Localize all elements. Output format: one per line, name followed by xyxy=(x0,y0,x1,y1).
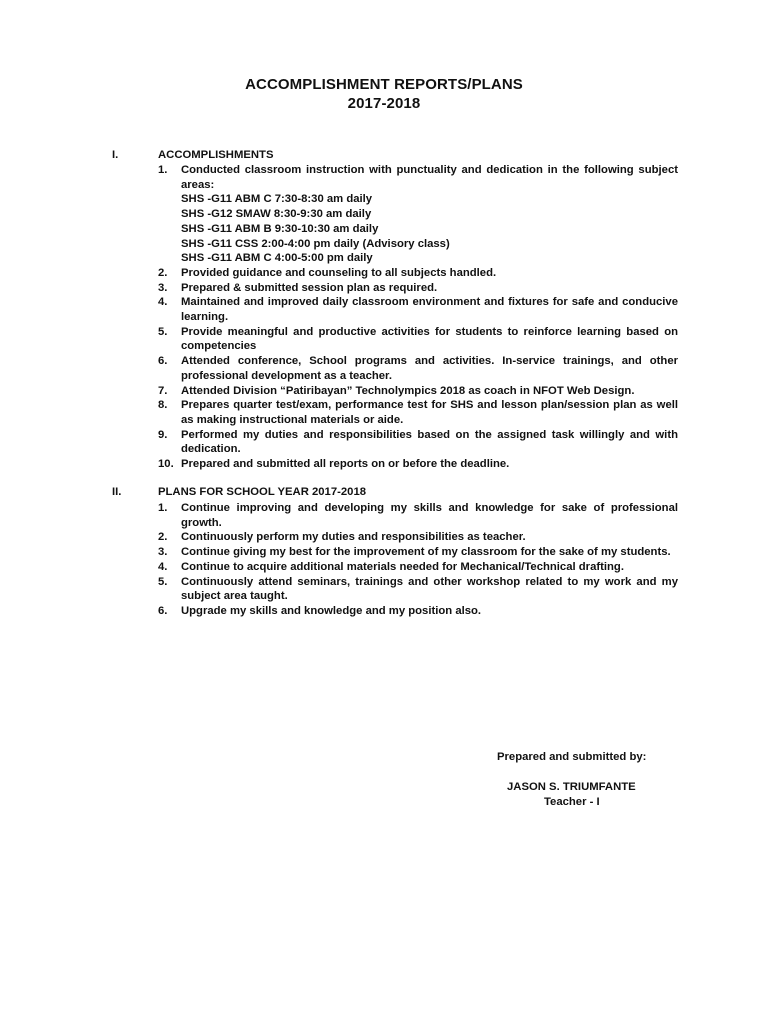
item-number: 9. xyxy=(158,428,168,441)
item-number: 4. xyxy=(158,560,168,573)
item-text: Upgrade my skills and knowledge and my position also. xyxy=(181,604,482,617)
list-item xyxy=(158,457,678,472)
list-item xyxy=(158,281,678,296)
list-item xyxy=(158,428,678,457)
item-text: Prepared & submitted session plan as required. xyxy=(181,281,438,294)
item-number: 8. xyxy=(158,399,168,412)
item-number: 3. xyxy=(158,546,168,559)
item-number: 5. xyxy=(158,575,168,588)
item-text: Maintained and improved daily classroom environment and fixtures for safe and conducive learning. xyxy=(181,296,678,324)
section-heading: PLANS FOR SCHOOL YEAR 2017-2018 xyxy=(158,486,367,498)
item-text: Conducted classroom instruction with punctuality and dedication in the following subject areas: xyxy=(181,164,678,191)
list-item xyxy=(158,295,678,324)
section-numeral: II. xyxy=(112,486,122,498)
item-number: 3. xyxy=(158,281,168,294)
section-heading: ACCOMPLISHMENTS xyxy=(158,149,274,161)
list-item xyxy=(158,560,678,575)
item-number: 1. xyxy=(158,164,168,176)
item-text: Performed my duties and responsibilities based on the assigned task willingly and with dedication. xyxy=(181,428,678,456)
plans-list xyxy=(158,501,678,619)
signatory-position: Teacher - I xyxy=(544,796,600,808)
item-text: Continuously attend seminars, trainings and other workshop related to my work and my subject area taught. xyxy=(181,575,678,603)
item-number: 4. xyxy=(158,296,168,309)
prepared-by-label: Prepared and submitted by: xyxy=(497,751,647,763)
schedule-line: SHS -G11 ABM C 7:30-8:30 am daily xyxy=(181,193,373,206)
list-item xyxy=(158,354,678,383)
item-text: Attended Division “Patiribayan” Technolympics 2018 as coach in NFOT Web Design. xyxy=(181,384,635,397)
list-item xyxy=(158,325,678,354)
list-item xyxy=(158,398,678,427)
item-number: 10. xyxy=(158,458,174,471)
list-item xyxy=(158,163,678,266)
list-item xyxy=(158,604,678,619)
list-item xyxy=(158,530,678,545)
item-text: Continue to acquire additional materials needed for Mechanical/Technical drafting. xyxy=(181,560,624,573)
schedule-line: SHS -G11 ABM C 4:00-5:00 pm daily xyxy=(181,252,373,265)
item-text: Continue improving and developing my skills and knowledge for sake of professional growth. xyxy=(181,502,678,529)
item-number: 6. xyxy=(158,355,168,368)
schedule-line: SHS -G11 CSS 2:00-4:00 pm daily (Advisory class) xyxy=(181,237,450,250)
item-number: 5. xyxy=(158,325,168,338)
item-number: 1. xyxy=(158,502,168,514)
item-text: Prepares quarter test/exam, performance test for SHS and lesson plan/session plan as well as making instructional materials or aide. xyxy=(181,399,678,426)
accomplishments-list xyxy=(158,163,678,472)
document-year: 2017-2018 xyxy=(347,95,421,112)
list-item xyxy=(158,545,678,560)
schedule-line: SHS -G11 ABM B 9:30-10:30 am daily xyxy=(181,222,379,235)
item-number: 6. xyxy=(158,604,168,617)
item-text: Continue giving my best for the improvement of my classroom for the sake of my students. xyxy=(181,546,671,559)
list-item xyxy=(158,384,678,399)
item-number: 2. xyxy=(158,266,168,279)
item-number: 7. xyxy=(158,384,168,397)
item-text: Attended conference, School programs and activities. In-service trainings, and other professional development as a teacher. xyxy=(181,355,678,382)
item-text: Provided guidance and counseling to all subjects handled. xyxy=(181,266,497,279)
list-item xyxy=(158,501,678,530)
item-number: 2. xyxy=(158,531,168,544)
section-numeral: I. xyxy=(112,149,119,161)
item-text: Continuously perform my duties and responsibilities as teacher. xyxy=(181,531,526,544)
signatory-name: JASON S. TRIUMFANTE xyxy=(507,781,636,793)
item-text: Prepared and submitted all reports on or before the deadline. xyxy=(181,458,510,471)
list-item xyxy=(158,575,678,604)
list-item xyxy=(158,266,678,281)
item-text: Provide meaningful and productive activities for students to reinforce learning based on competencies xyxy=(181,325,678,353)
document-title: ACCOMPLISHMENT REPORTS/PLANS xyxy=(245,76,523,93)
schedule-line: SHS -G12 SMAW 8:30-9:30 am daily xyxy=(181,208,372,221)
